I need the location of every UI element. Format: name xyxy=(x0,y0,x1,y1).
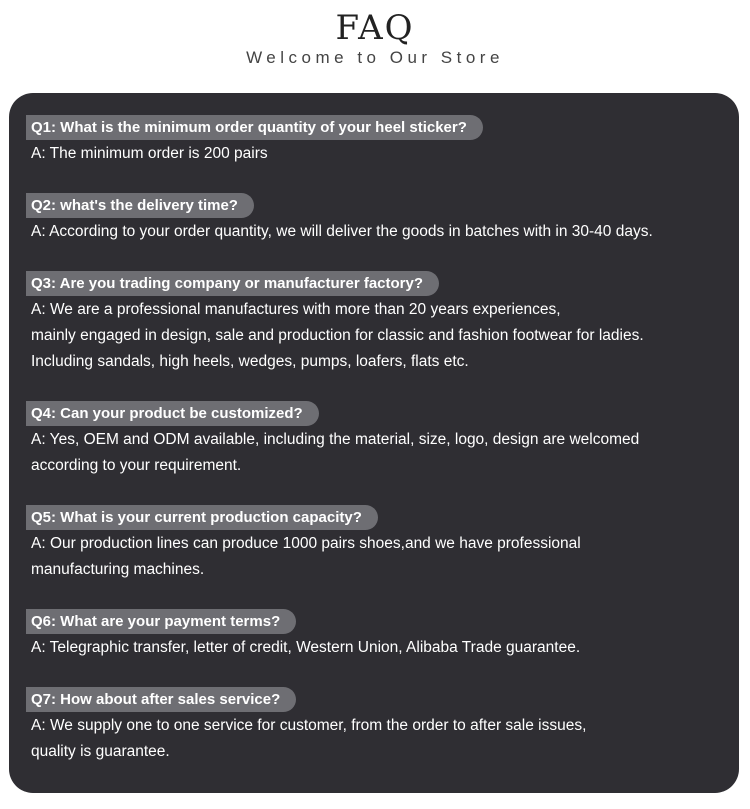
faq-answer-line: A: Telegraphic transfer, letter of credit, Western Union, Alibaba Trade guarantee. xyxy=(31,639,581,656)
faq-question: Q4: Can your product be customized? xyxy=(26,401,319,426)
faq-panel xyxy=(9,93,739,793)
faq-question: Q5: What is your current production capacity? xyxy=(26,505,378,530)
faq-item-2 xyxy=(26,193,653,245)
page-subtitle: Welcome to Our Store xyxy=(246,48,504,67)
faq-question: Q3: Are you trading company or manufacturer factory? xyxy=(26,271,439,296)
faq-item-6 xyxy=(26,609,580,661)
faq-question: Q7: How about after sales service? xyxy=(26,687,296,712)
faq-answer-line: quality is guarantee. xyxy=(31,743,170,760)
faq-item-7 xyxy=(26,687,586,765)
faq-answer-line: A: Our production lines can produce 1000 pairs shoes,and we have professional xyxy=(31,535,581,552)
faq-answer-line: manufacturing machines. xyxy=(31,561,205,578)
faq-item-5 xyxy=(26,505,581,583)
faq-answer-line: according to your requirement. xyxy=(31,457,242,474)
faq-question: Q1: What is the minimum order quantity of your heel sticker? xyxy=(26,115,483,140)
faq-answer-line: A: We are a professional manufactures with more than 20 years experiences, xyxy=(31,301,561,318)
faq-answer-line: A: Yes, OEM and ODM available, including the material, size, logo, design are welcomed xyxy=(31,431,640,448)
faq-answer-line: Including sandals, high heels, wedges, pumps, loafers, flats etc. xyxy=(31,353,469,370)
faq-answer-line: A: We supply one to one service for customer, from the order to after sale issues, xyxy=(31,717,587,734)
faq-item-4 xyxy=(26,401,639,479)
faq-question: Q6: What are your payment terms? xyxy=(26,609,296,634)
faq-answer-line: A: According to your order quantity, we will deliver the goods in batches with in 30-40 days. xyxy=(31,223,653,240)
page-title: FAQ xyxy=(335,8,415,48)
faq-answer-line: A: The minimum order is 200 pairs xyxy=(31,145,268,162)
faq-answer-line: mainly engaged in design, sale and production for classic and fashion footwear for ladies. xyxy=(31,327,644,344)
faq-item-1 xyxy=(26,115,483,167)
faq-item-3 xyxy=(26,271,644,375)
faq-question: Q2: what's the delivery time? xyxy=(26,193,254,218)
header xyxy=(0,0,750,90)
